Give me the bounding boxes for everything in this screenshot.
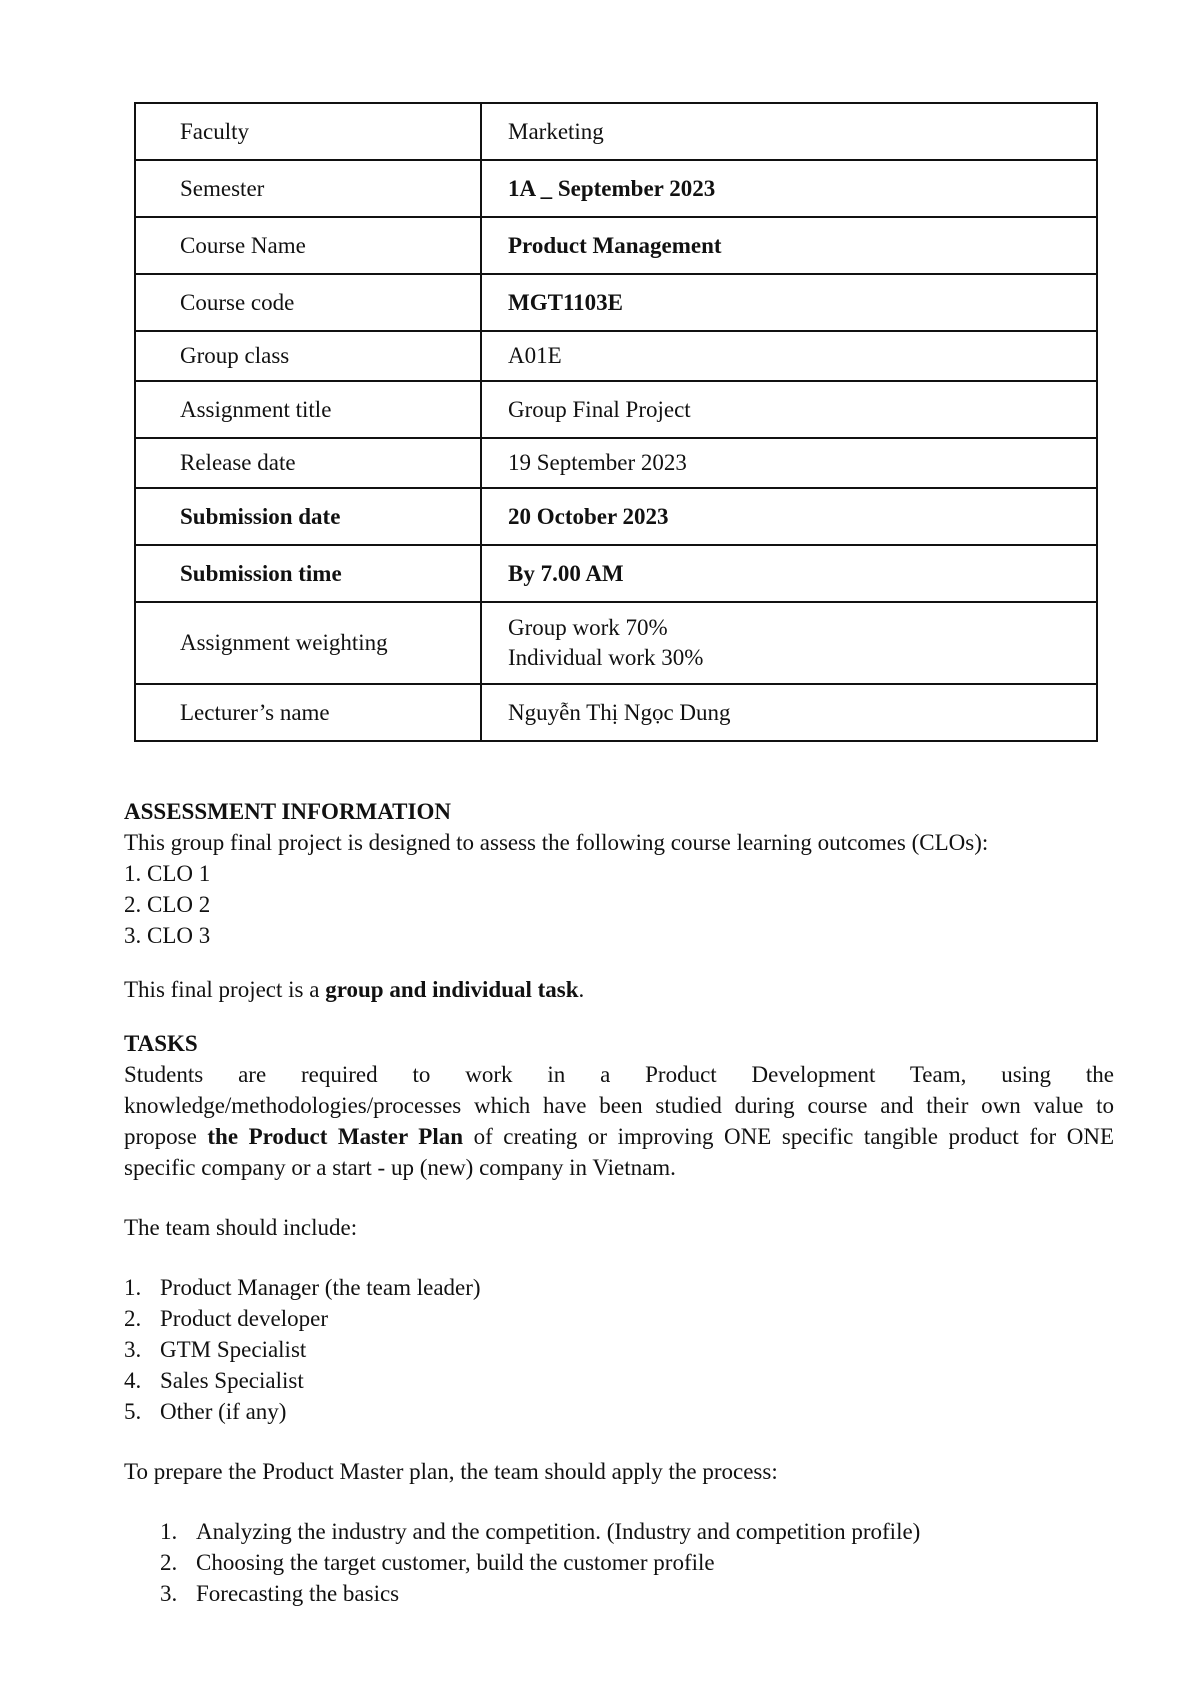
course-name-value: Product Management — [481, 217, 1097, 274]
list-item — [160, 1578, 1114, 1609]
list-item — [160, 1547, 1114, 1578]
course-code-label: Course code — [135, 274, 481, 331]
list-item — [160, 1516, 1114, 1547]
table-row — [135, 545, 1097, 602]
table-row — [135, 488, 1097, 545]
assignment-body — [124, 796, 1114, 1609]
list-item — [124, 1272, 1114, 1303]
group-work-weight: Group work 70% — [508, 615, 668, 640]
list-number: 2. — [160, 1550, 178, 1575]
task-type-line — [124, 974, 1114, 1005]
group-class-label: Group class — [135, 331, 481, 381]
list-item — [124, 1396, 1114, 1427]
release-date-label: Release date — [135, 438, 481, 488]
table-row — [135, 438, 1097, 488]
table-row — [135, 274, 1097, 331]
assessment-heading: ASSESSMENT INFORMATION — [124, 799, 451, 824]
list-text: Other (if any) — [160, 1399, 287, 1424]
lecturer-name-label: Lecturer’s name — [135, 684, 481, 741]
list-text: GTM Specialist — [160, 1337, 307, 1362]
list-text: Sales Specialist — [160, 1368, 304, 1393]
list-text: Forecasting the basics — [196, 1581, 400, 1606]
list-text: Product Manager (the team leader) — [160, 1275, 481, 1300]
list-text: Choosing the target customer, build the customer profile — [196, 1550, 715, 1575]
semester-label: Semester — [135, 160, 481, 217]
table-row — [135, 381, 1097, 438]
course-info-table — [134, 102, 1098, 742]
list-item — [124, 1334, 1114, 1365]
table-row — [135, 331, 1097, 381]
assignment-weighting-value — [481, 602, 1097, 684]
list-number: 2. — [124, 1306, 142, 1331]
assignment-title-value: Group Final Project — [481, 381, 1097, 438]
tasks-para-part1: Students are required to work in a Product Development Team, using the knowledge/methodologies/processes which have been studied during course and their own value to propose — [124, 1062, 1114, 1149]
faculty-value: Marketing — [481, 103, 1097, 160]
table-row — [135, 217, 1097, 274]
process-intro: To prepare the Product Master plan, the team should apply the process: — [124, 1459, 778, 1484]
task-type-bold: group and individual task — [325, 977, 579, 1002]
tasks-heading: TASKS — [124, 1031, 198, 1056]
lecturer-name-value: Nguyễn Thị Ngọc Dung — [481, 684, 1097, 741]
course-code-value: MGT1103E — [481, 274, 1097, 331]
submission-date-label: Submission date — [135, 488, 481, 545]
list-text: Analyzing the industry and the competition. (Industry and competition profile) — [196, 1519, 921, 1544]
table-row — [135, 160, 1097, 217]
list-number: 3. — [124, 1337, 142, 1362]
clo-item: 2. CLO 2 — [124, 892, 211, 917]
table-row — [135, 103, 1097, 160]
tasks-para-part2: of creating or improving ONE specific tangible product for ONE specific company or a start - up (new) company in Vietnam. — [124, 1124, 1114, 1180]
tasks-paragraph — [124, 1059, 1114, 1183]
submission-date-value: 20 October 2023 — [481, 488, 1097, 545]
team-list — [124, 1272, 1114, 1427]
list-number: 1. — [124, 1275, 142, 1300]
assessment-intro: This group final project is designed to assess the following course learning outcomes (CLOs): — [124, 830, 989, 855]
list-item — [124, 1303, 1114, 1334]
task-type-suffix: . — [578, 977, 585, 1002]
team-intro: The team should include: — [124, 1215, 358, 1240]
tasks-para-bold: the Product Master Plan — [207, 1124, 464, 1149]
group-class-value: A01E — [481, 331, 1097, 381]
course-name-label: Course Name — [135, 217, 481, 274]
submission-time-label: Submission time — [135, 545, 481, 602]
task-type-prefix: This final project is a — [124, 977, 326, 1002]
assignment-title-label: Assignment title — [135, 381, 481, 438]
submission-time-value: By 7.00 AM — [481, 545, 1097, 602]
list-number: 5. — [124, 1399, 142, 1424]
list-number: 4. — [124, 1368, 142, 1393]
process-list — [124, 1516, 1114, 1609]
faculty-label: Faculty — [135, 103, 481, 160]
list-number: 3. — [160, 1581, 178, 1606]
individual-work-weight: Individual work 30% — [508, 645, 704, 670]
assignment-weighting-label: Assignment weighting — [135, 602, 481, 684]
clo-item: 3. CLO 3 — [124, 923, 211, 948]
table-row — [135, 684, 1097, 741]
list-text: Product developer — [160, 1306, 328, 1331]
table-row — [135, 602, 1097, 684]
list-number: 1. — [160, 1519, 178, 1544]
clo-item: 1. CLO 1 — [124, 861, 211, 886]
list-item — [124, 1365, 1114, 1396]
release-date-value: 19 September 2023 — [481, 438, 1097, 488]
semester-value: 1A _ September 2023 — [481, 160, 1097, 217]
